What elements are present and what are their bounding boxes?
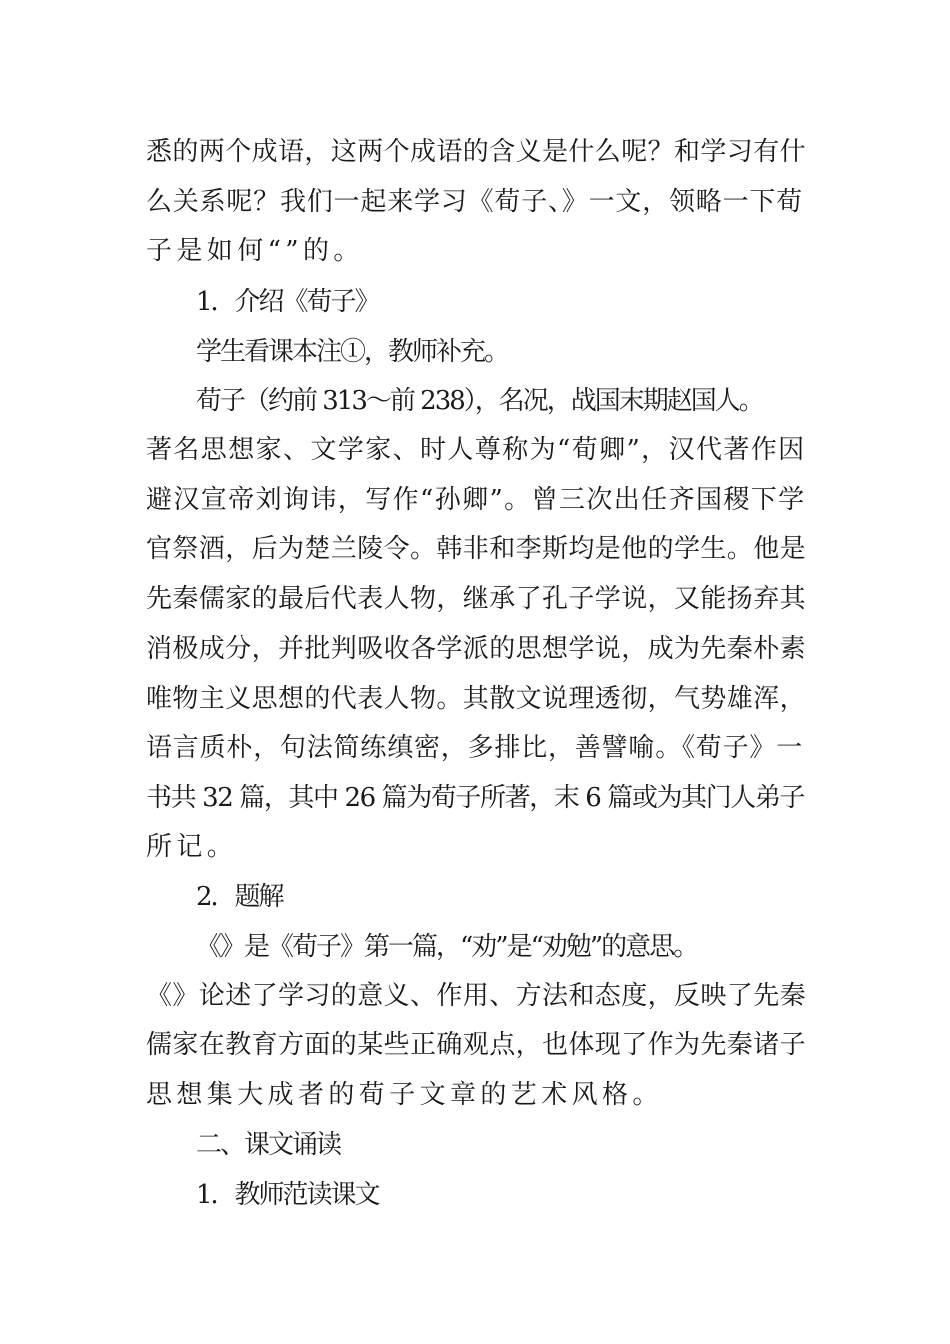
- text-line: 儒家在教育方面的某些正确观点，也体现了作为先秦诸子: [146, 1030, 807, 1060]
- section-heading: 2．题解: [196, 882, 283, 912]
- text-line: 荀子（约前 313～前 238），名况，战国末期赵国人。: [196, 386, 763, 416]
- text-line: 书共 32 篇，其中 26 篇为荀子所著，末 6 篇或为其门人弟子: [146, 783, 805, 813]
- section-heading: 1．介绍《荀子》: [196, 287, 379, 317]
- text-line: 悉的两个成语，这两个成语的含义是什么呢？和学习有什: [146, 137, 807, 167]
- section-heading: 二、课文诵读: [196, 1130, 341, 1160]
- text-line: 《》是《荀子》第一篇，“劝”是“劝勉”的意思。: [196, 932, 698, 962]
- text-line: 么关系呢？我们一起来学习《荀子、》一文，领略一下荀: [146, 187, 804, 217]
- text-line: 语言质朴，句法简练缜密，多排比，善譬喻。《荀子》一: [146, 733, 804, 763]
- text-line: 消极成分，并批判吸收各学派的思想学说，成为先秦朴素: [146, 634, 807, 664]
- section-heading: 1．教师范读课文: [196, 1180, 379, 1210]
- text-line: 唯物主义思想的代表人物。其散文说理透彻，气势雄浑，: [146, 684, 807, 714]
- text-line: 思想集大成者的荀子文章的艺术风格。: [146, 1080, 663, 1110]
- text-line: 学生看课本注①，教师补充。: [196, 337, 509, 367]
- text-line: 官祭酒，后为楚兰陵令。韩非和李斯均是他的学生。他是: [146, 534, 807, 564]
- text-line: 所记。: [146, 832, 238, 862]
- text-line: 子是如何“”的。: [146, 236, 364, 266]
- text-line: 著名思想家、文学家、时人尊称为“荀卿”，汉代著作因: [146, 435, 806, 465]
- text-line: 避汉宣帝刘询讳，写作“孙卿”。曾三次出任齐国稷下学: [146, 485, 806, 515]
- text-line: 先秦儒家的最后代表人物，继承了孔子学说，又能扬弃其: [146, 584, 807, 614]
- text-line: 《》论述了学习的意义、作用、方法和态度，反映了先秦: [146, 981, 807, 1011]
